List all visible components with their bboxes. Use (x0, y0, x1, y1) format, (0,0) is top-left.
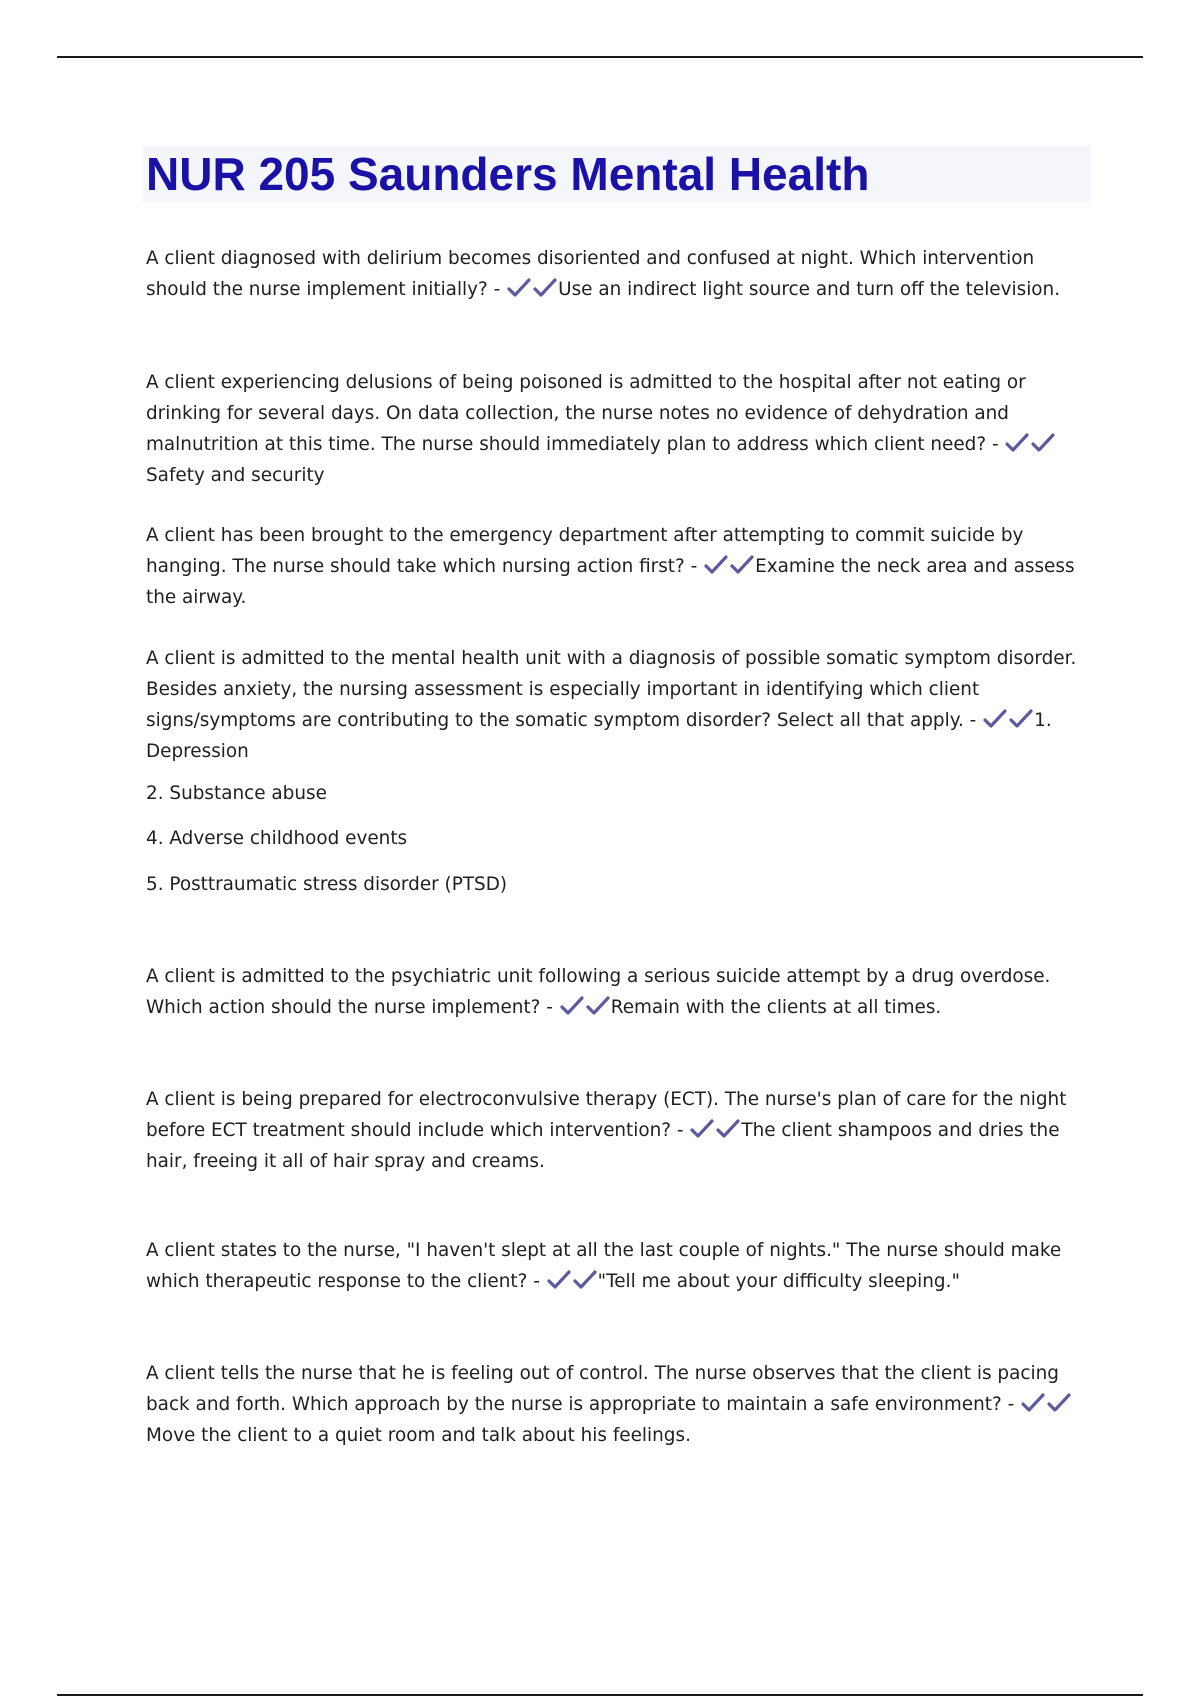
separator: - (487, 279, 507, 300)
check-icon (546, 1270, 572, 1290)
check-icon (703, 555, 729, 575)
question-text: A client is admitted to the mental health unit with a diagnosis of possible somatic symptom disorder. Besides anxiety, the nursing assessment is especially important in identifying which client signs/symptoms are contributing to the somatic symptom disorder? Select all that apply. (146, 648, 1077, 731)
answer-text: Examine the neck area and assess the airway. (146, 556, 1075, 608)
answer-text: "Tell me about your difficulty sleeping." (597, 1271, 960, 1292)
separator: - (684, 556, 704, 577)
check-icon (1020, 1393, 1046, 1413)
qa-item-1 (146, 243, 1091, 305)
answer-text: 1. Depression (146, 710, 1052, 762)
separator: - (527, 1271, 546, 1292)
qa-item-5 (146, 961, 1091, 1023)
check-icon (585, 996, 611, 1016)
check-icon (982, 709, 1008, 729)
separator: - (540, 997, 559, 1018)
qa-item-7 (146, 1235, 1091, 1297)
answer-text: Use an indirect light source and turn off the television. (558, 279, 1061, 300)
check-icon (689, 1119, 715, 1139)
check-icon (715, 1119, 741, 1139)
question-text: A client tells the nurse that he is feeling out of control. The nurse observes that the client is pacing back and forth. Which approach by the nurse is appropriate to maintain a safe environment? (146, 1363, 1059, 1415)
question-text: A client is being prepared for electroconvulsive therapy (ECT). The nurse's plan of care for the night before ECT treatment should include which intervention? (146, 1089, 1067, 1141)
check-icon (559, 996, 585, 1016)
check-icon (729, 555, 755, 575)
separator: - (963, 710, 983, 731)
top-rule (57, 56, 1143, 58)
answer-list-item: 4. Adverse childhood events (146, 828, 408, 849)
qa-item-3 (146, 520, 1091, 613)
qa-item-2 (146, 367, 1091, 491)
check-icon (1008, 709, 1034, 729)
answer-text: Safety and security (146, 465, 325, 486)
check-icon (1004, 433, 1030, 453)
check-icon (506, 278, 532, 298)
question-text: A client diagnosed with delirium becomes disoriented and confused at night. Which intervention should the nurse implement initially? (146, 248, 1035, 300)
check-icon (572, 1270, 598, 1290)
separator: - (1001, 1394, 1021, 1415)
check-icon (1046, 1393, 1072, 1413)
bottom-rule (57, 1694, 1143, 1696)
separator: - (671, 1120, 690, 1141)
check-icon (532, 278, 558, 298)
document-title: NUR 205 Saunders Mental Health (146, 148, 870, 200)
question-text: A client has been brought to the emergency department after attempting to commit suicide by hanging. The nurse should take which nursing action first? (146, 525, 1024, 577)
question-text: A client is admitted to the psychiatric unit following a serious suicide attempt by a drug overdose. Which action should the nurse implement? (146, 966, 1051, 1018)
question-text: A client experiencing delusions of being poisoned is admitted to the hospital after not eating or drinking for several days. On data collection, the nurse notes no evidence of dehydration and malnutrition at this time. The nurse should immediately plan to address which client need? (146, 372, 1026, 455)
question-text: A client states to the nurse, "I haven't slept at all the last couple of nights." The nurse should make which therapeutic response to the client? (146, 1240, 1062, 1292)
separator: - (986, 434, 1005, 455)
qa-item-8 (146, 1358, 1091, 1451)
qa-item-6 (146, 1084, 1091, 1177)
answer-list-item: 2. Substance abuse (146, 783, 327, 804)
check-icon (1030, 433, 1056, 453)
answer-list-item: 5. Posttraumatic stress disorder (PTSD) (146, 874, 508, 895)
qa-item-4 (146, 643, 1091, 767)
answer-text: Remain with the clients at all times. (610, 997, 942, 1018)
answer-text: Move the client to a quiet room and talk about his feelings. (146, 1425, 691, 1446)
answer-text: The client shampoos and dries the hair, freeing it all of hair spray and creams. (146, 1120, 1060, 1172)
